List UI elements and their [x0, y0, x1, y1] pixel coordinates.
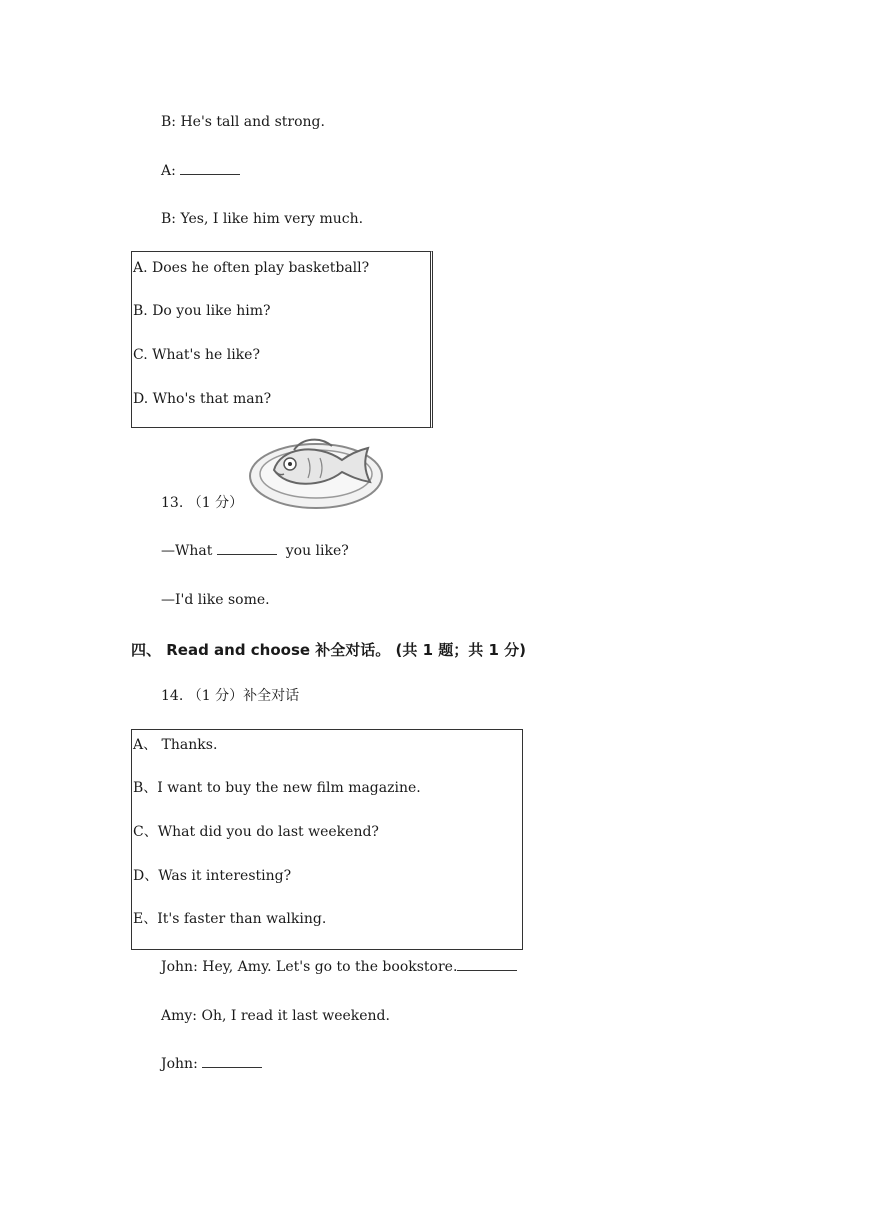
section-heading: 四、 Read and choose 补全对话。 (共 1 题；共 1 分): [131, 641, 526, 659]
dialogue-line-john2: [161, 1055, 262, 1073]
dialogue-line-amy: Amy: Oh, I read it last weekend.: [161, 1008, 390, 1024]
fish-on-plate-image: [246, 430, 386, 512]
dialogue-line-b1: B: He's tall and strong.: [161, 114, 325, 130]
q12-option-b: B. Do you like him?: [133, 303, 271, 319]
q13-line1-prefix: —What: [161, 543, 217, 559]
dialogue-line-john1-text: John: Hey, Amy. Let's go to the bookstore.: [161, 959, 458, 975]
q13-line1: [161, 542, 349, 560]
answer-blank[interactable]: [180, 162, 240, 175]
q14-option-a: A、 Thanks.: [133, 737, 218, 753]
dialogue-line-john2-prefix: John:: [161, 1056, 203, 1072]
q12-option-d: D. Who's that man?: [133, 391, 272, 407]
q13-line2: —I'd like some.: [161, 592, 270, 608]
q14-option-d: D、Was it interesting?: [133, 868, 292, 884]
dialogue-line-a-prefix: A:: [161, 163, 181, 179]
dialogue-line-b2: B: Yes, I like him very much.: [161, 211, 364, 227]
q14-option-e: E、It's faster than walking.: [133, 911, 327, 927]
q13-label: 13. （1 分）: [161, 495, 244, 511]
dialogue-line-a: [161, 162, 240, 180]
q14-option-c: C、What did you do last weekend?: [133, 824, 379, 840]
q13-line1-suffix: you like?: [276, 543, 349, 559]
answer-blank[interactable]: [457, 958, 517, 971]
q14-label: 14. （1 分）补全对话: [161, 688, 300, 704]
dialogue-line-john1: [161, 958, 517, 976]
q14-options-box: [131, 729, 523, 950]
q12-options-box: [131, 251, 433, 428]
q14-option-b: B、I want to buy the new film magazine.: [133, 780, 421, 796]
answer-blank[interactable]: [217, 542, 277, 555]
q12-option-c: C. What's he like?: [133, 347, 260, 363]
q12-option-a: A. Does he often play basketball?: [133, 260, 370, 276]
answer-blank[interactable]: [202, 1055, 262, 1068]
